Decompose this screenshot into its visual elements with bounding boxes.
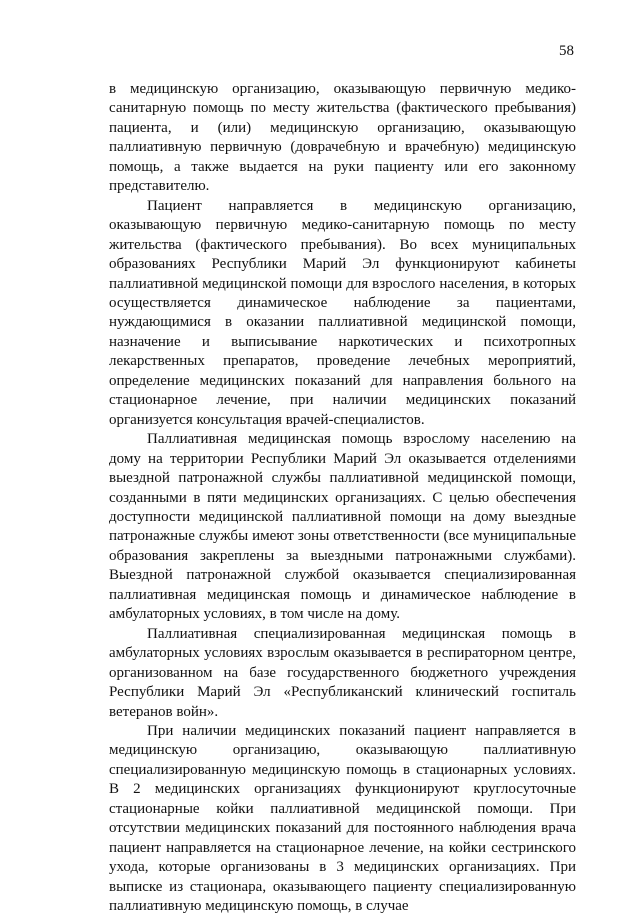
paragraph-patient-referral: Пациент направляется в медицинскую организацию, оказывающую первичную медико-санитарную помощь по месту жительства (фактического пребывания). Во всех муниципальных образованиях Республики Марий Эл функционируют кабинеты паллиативной медицинской помощи для взрослого населения, в которых осуществляется динамическое наблюдение за пациентами, нуждающимися в оказании паллиативной медицинской помощи, назначение и выписывание наркотических и психотропных лекарственных препаратов, проведение лечебных мероприятий, определение медицинских показаний для направления больного на стационарное лечение, при наличии медицинских показаний организуется консультация врачей-специалистов. [109, 197, 576, 428]
document-body [109, 80, 576, 916]
paragraph-respiratory-center: Паллиативная специализированная медицинская помощь в амбулаторных условиях взрослым оказывается в респираторном центре, организованном на базе государственного бюджетного учреждения Республики Марий Эл «Республиканский клинический госпиталь ветеранов войн». [109, 625, 576, 720]
page-number: 58 [559, 43, 574, 59]
paragraph-continuation: в медицинскую организацию, оказывающую первичную медико-санитарную помощь по месту жительства (фактического пребывания) пациента, и (или) медицинскую организацию, оказывающую паллиативную первичную (доврачебную и врачебную) медицинскую помощь, а также выдается на руки пациенту или его законному представителю. [109, 81, 576, 195]
paragraph-inpatient-care: При наличии медицинских показаний пациент направляется в медицинскую организацию, оказывающую паллиативную специализированную медицинскую помощь в стационарных условиях. В 2 медицинских организациях функционируют круглосуточные стационарные койки паллиативной медицинской помощи. При отсутствии медицинских показаний для постоянного наблюдения врача пациент направляется на стационарное лечение, на койки сестринского ухода, которые организованы в 3 медицинских организациях. При выписке из стационара, оказывающего пациенту специализированную паллиативную медицинскую помощь, в случае [109, 722, 576, 915]
paragraph-home-care: Паллиативная медицинская помощь взрослому населению на дому на территории Республики Марий Эл оказывается отделениями выездной патронажной службы паллиативной медицинской помощи, созданными в пяти медицинских организациях. С целью обеспечения доступности медицинской паллиативной помощи на дому выездные патронажные службы имеют зоны ответственности (все муниципальные образования закреплены за выездными патронажными службами). Выездной патронажной службой оказывается специализированная паллиативная медицинская помощь и динамическое наблюдение в амбулаторных условиях, в том числе на дому. [109, 431, 576, 623]
